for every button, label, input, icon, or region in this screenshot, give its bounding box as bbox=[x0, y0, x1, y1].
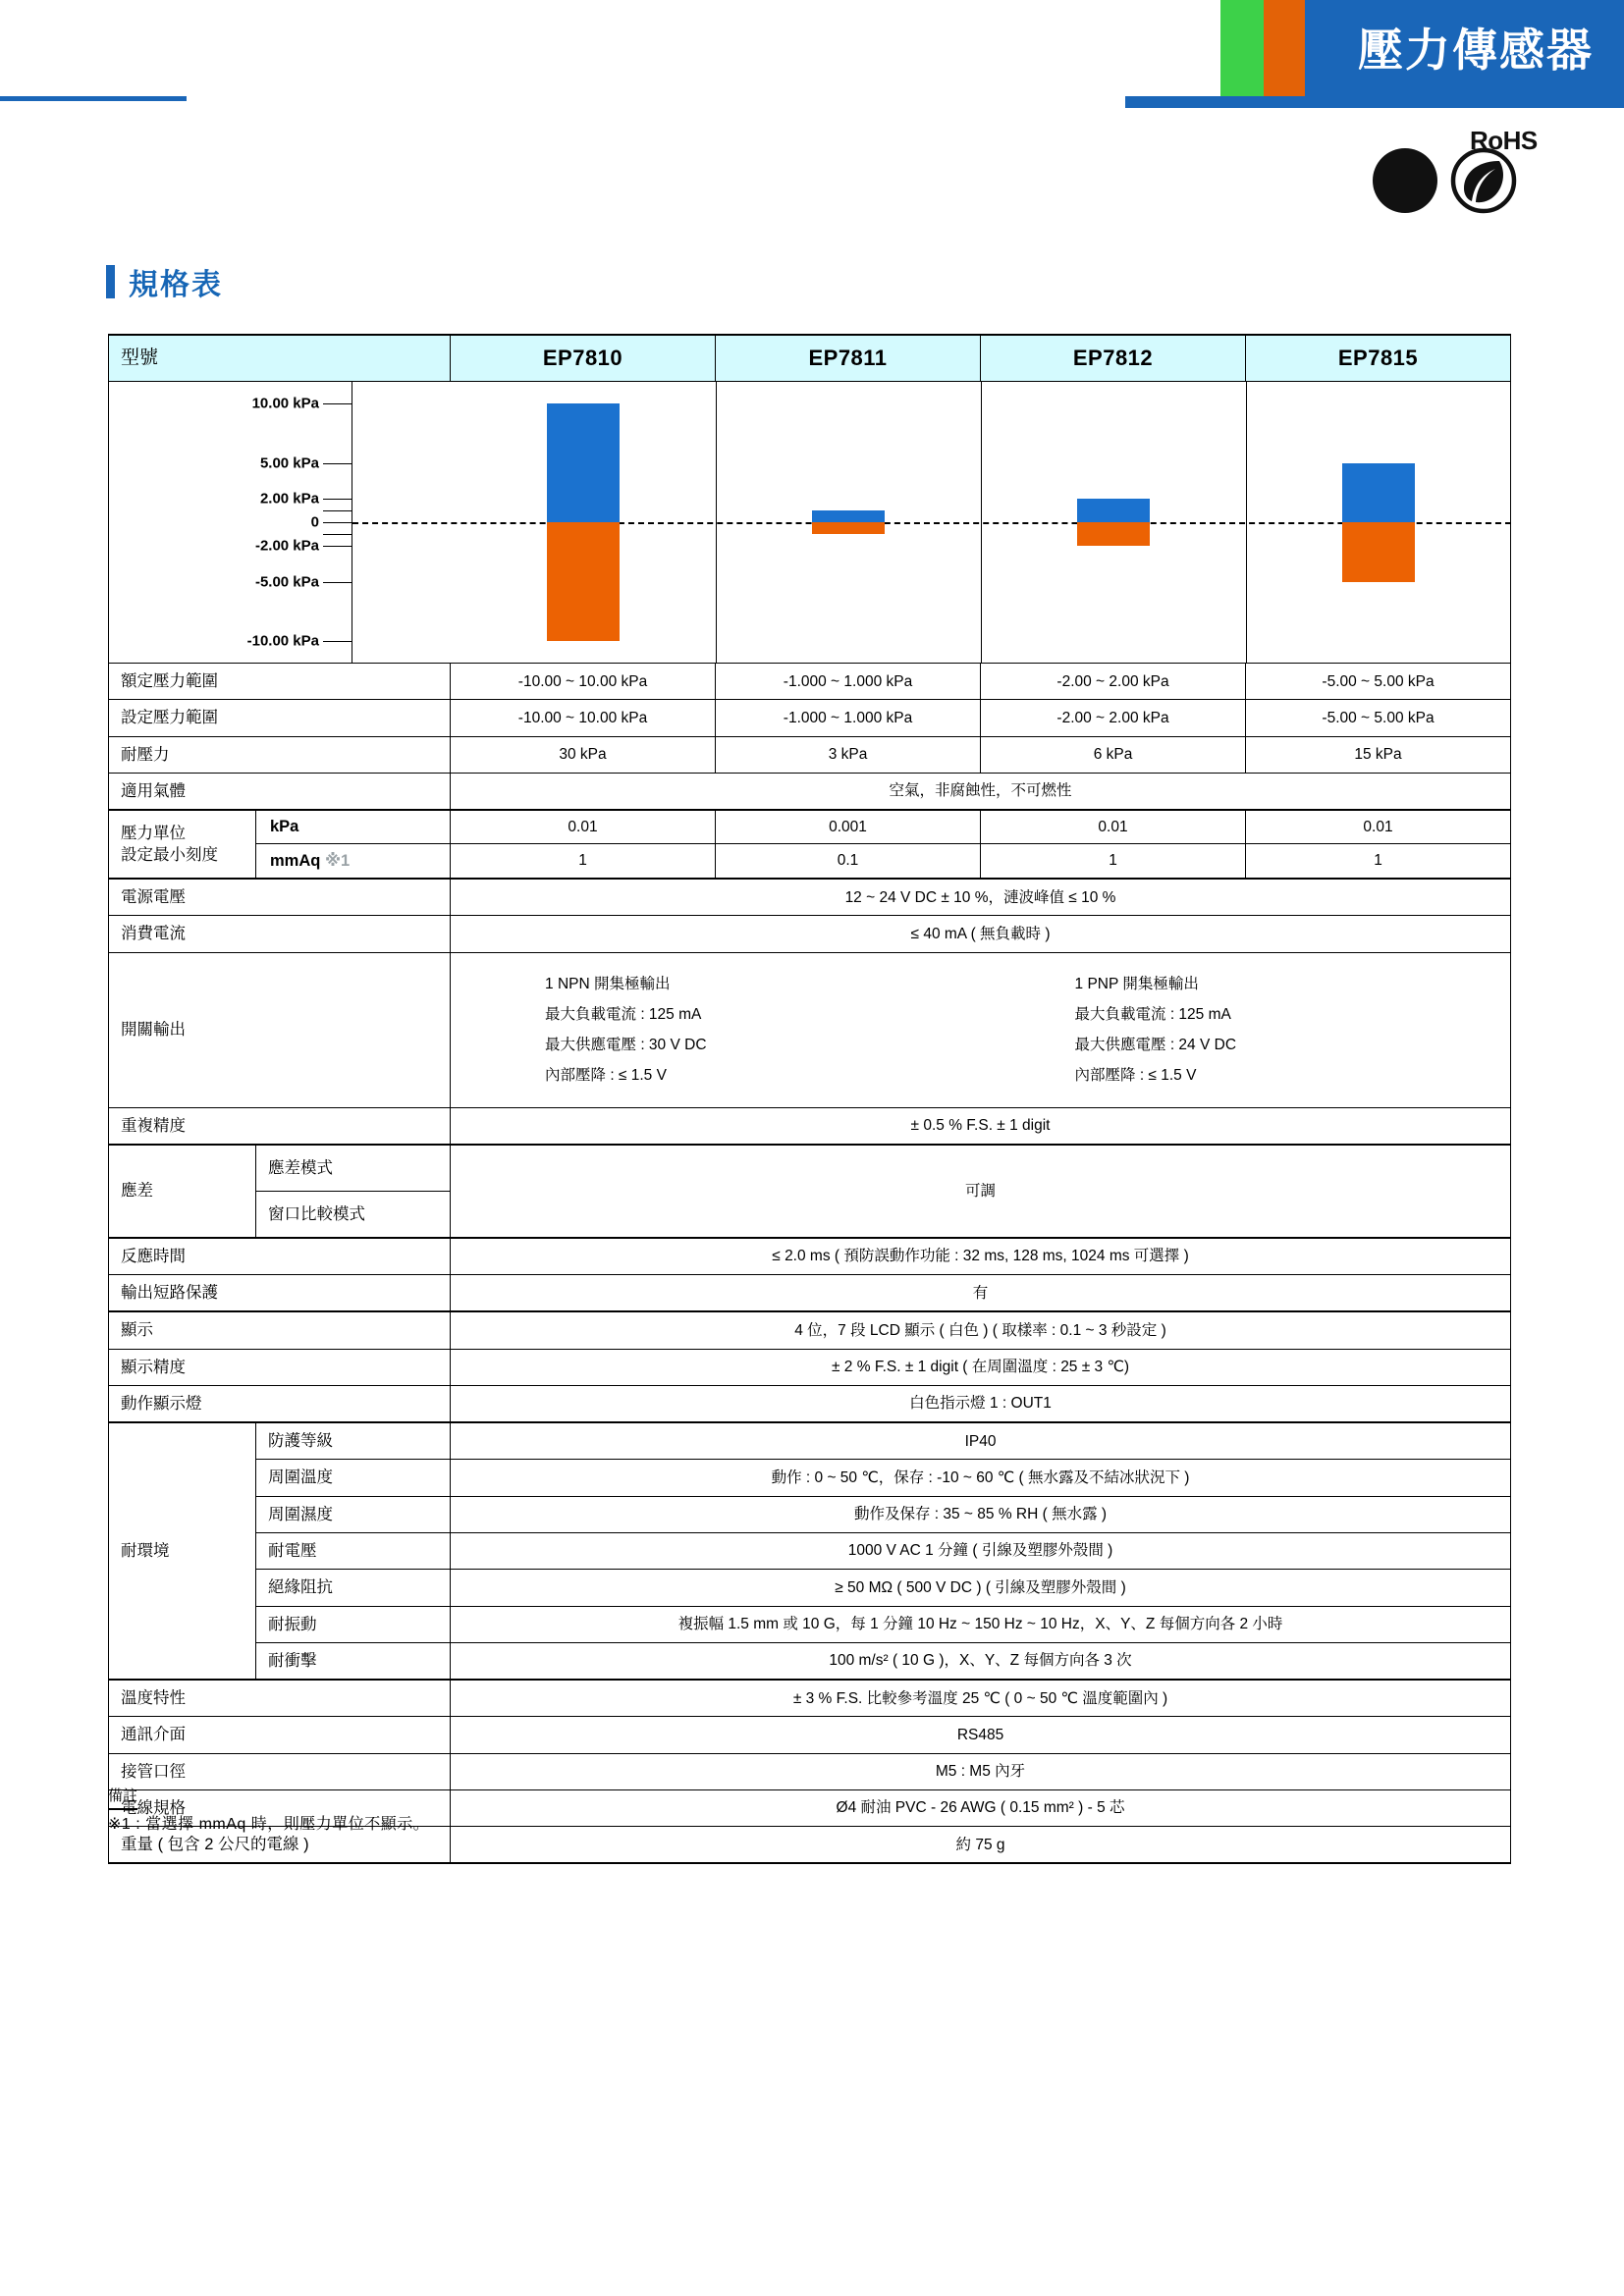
certification-marks bbox=[1370, 126, 1546, 214]
chart-tick-label-4: -2.00 kPa bbox=[254, 537, 319, 555]
row-label-supply: 電源電壓 bbox=[121, 888, 186, 907]
set-range-ep7812: -2.00 ~ 2.00 kPa bbox=[981, 700, 1246, 736]
short-protect-value: 有 bbox=[451, 1275, 1511, 1312]
gas-value: 空氣，非腐蝕性，不可燃性 bbox=[451, 773, 1511, 810]
proof-ep7810: 30 kPa bbox=[451, 736, 716, 773]
proof-ep7811: 3 kPa bbox=[716, 736, 981, 773]
set-range-ep7811: -1.000 ~ 1.000 kPa bbox=[716, 700, 981, 736]
env-value-4: ≥ 50 MΩ ( 500 V DC ) ( 引線及塑膠外殼間 ) bbox=[451, 1570, 1511, 1606]
sub-label-hysteresis-mode: 應差模式 bbox=[268, 1158, 333, 1177]
pnp-line-2: 最大負載電流 : 125 mA bbox=[1074, 1005, 1231, 1023]
row-label-comm: 通訊介面 bbox=[121, 1726, 186, 1744]
chart-tick-label-5: -5.00 kPa bbox=[254, 573, 319, 590]
chart-column-divider-1 bbox=[981, 382, 982, 663]
row-label-set-range: 設定壓力範圍 bbox=[121, 709, 218, 727]
footnote-body: ※1 : 當選擇 mmAq 時，則壓力單位不顯示。 bbox=[108, 1816, 430, 1834]
mmaq-ep7815: 1 bbox=[1246, 844, 1511, 880]
env-sub-label-4: 絕緣阻抗 bbox=[268, 1578, 333, 1597]
weight-value: 約 75 g bbox=[451, 1827, 1511, 1864]
table-header-row bbox=[109, 335, 1511, 382]
pnp-line-1: 1 PNP 開集極輸出 bbox=[1074, 975, 1199, 992]
display-value: 4 位，7 段 LCD 顯示 ( 白色 ) ( 取樣率 : 0.1 ~ 3 秒設定 ) bbox=[451, 1311, 1511, 1349]
banner-title: 壓力傳感器 bbox=[1358, 25, 1594, 76]
pnp-line-3: 最大供應電壓 : 24 V DC bbox=[1074, 1037, 1237, 1054]
table-row bbox=[109, 1238, 1511, 1275]
env-sub-label-6: 耐衝擊 bbox=[268, 1651, 317, 1670]
current-value: ≤ 40 mA ( 無負載時 ) bbox=[451, 916, 1511, 952]
npn-line-3: 最大供應電壓 : 30 V DC bbox=[545, 1037, 707, 1054]
chart-minor-tick-1 bbox=[323, 534, 352, 535]
row-label-gas: 適用氣體 bbox=[121, 781, 186, 800]
chart-bar-positive-ep7810 bbox=[547, 403, 620, 522]
pressure-range-chart-row bbox=[109, 382, 1511, 664]
row-label-cable: 電線規格 bbox=[121, 1798, 186, 1817]
unit-group-line1: 壓力單位 bbox=[121, 824, 186, 842]
mmaq-ep7812: 1 bbox=[981, 844, 1246, 880]
row-label-port: 接管口徑 bbox=[121, 1762, 186, 1781]
banner-orange-stripe bbox=[1264, 0, 1305, 96]
table-row bbox=[109, 810, 1511, 844]
chart-column-divider-2 bbox=[1246, 382, 1247, 663]
chart-bar-negative-ep7815 bbox=[1342, 522, 1415, 582]
sub-label-window-mode: 窗口比較模式 bbox=[268, 1204, 365, 1223]
table-row bbox=[109, 1460, 1511, 1496]
table-row bbox=[109, 1642, 1511, 1680]
row-label-environment: 耐環境 bbox=[121, 1541, 170, 1560]
table-row bbox=[109, 773, 1511, 810]
env-sub-label-3: 耐電壓 bbox=[268, 1541, 317, 1560]
table-row bbox=[109, 1107, 1511, 1145]
temp-char-value: ± 3 % F.S. 比較參考溫度 25 ℃ ( 0 ~ 50 ℃ 溫度範圍內 ) bbox=[451, 1680, 1511, 1717]
chart-tick-mark-6 bbox=[323, 641, 352, 642]
env-sub-label-2: 周圍濕度 bbox=[268, 1505, 333, 1523]
chart-zero-line bbox=[352, 522, 1511, 524]
table-row bbox=[109, 1717, 1511, 1753]
table-row bbox=[109, 1680, 1511, 1717]
table-row bbox=[109, 916, 1511, 952]
page-banner bbox=[0, 0, 1624, 108]
env-value-5: 複振幅 1.5 mm 或 10 G，每 1 分鐘 10 Hz ~ 150 Hz ~ 10 Hz，X、Y、Z 每個方向各 2 小時 bbox=[451, 1606, 1511, 1642]
hysteresis-value: 可調 bbox=[451, 1145, 1511, 1238]
kpa-ep7810: 0.01 bbox=[451, 810, 716, 844]
mmaq-footnote-mark: ※1 bbox=[324, 852, 351, 871]
npn-line-4: 內部壓降 : ≤ 1.5 V bbox=[545, 1067, 667, 1085]
unit-group-line2: 設定最小刻度 bbox=[121, 846, 218, 865]
table-row bbox=[109, 1349, 1511, 1385]
model-ep7810: EP7810 bbox=[451, 335, 716, 382]
proof-ep7812: 6 kPa bbox=[981, 736, 1246, 773]
footnote-heading: 備註 bbox=[108, 1785, 137, 1810]
table-row bbox=[109, 1532, 1511, 1569]
sub-label-kpa: kPa bbox=[270, 818, 299, 836]
header-rule-left bbox=[0, 96, 187, 101]
chart-tick-label-2: 2.00 kPa bbox=[259, 490, 319, 507]
port-value: M5 : M5 內牙 bbox=[451, 1753, 1511, 1789]
model-ep7815: EP7815 bbox=[1246, 335, 1511, 382]
specification-table bbox=[108, 334, 1511, 1864]
row-label-temp-char: 溫度特性 bbox=[121, 1689, 186, 1708]
chart-bar-positive-ep7812 bbox=[1077, 499, 1150, 522]
kpa-ep7812: 0.01 bbox=[981, 810, 1246, 844]
row-label-indicator: 動作顯示燈 bbox=[121, 1394, 202, 1413]
header-label: 型號 bbox=[121, 347, 159, 369]
kpa-ep7815: 0.01 bbox=[1246, 810, 1511, 844]
chart-tick-label-3: 0 bbox=[310, 513, 319, 531]
footnote-block bbox=[108, 1785, 429, 1838]
table-row bbox=[109, 1422, 1511, 1460]
pressure-range-chart bbox=[109, 382, 1510, 663]
row-label-switch-output: 開關輸出 bbox=[121, 1020, 186, 1039]
env-value-1: 動作 : 0 ~ 50 ℃，保存 : -10 ~ 60 ℃ ( 無水露及不結冰狀況下 ) bbox=[451, 1460, 1511, 1496]
switch-output-pnp bbox=[981, 969, 1511, 1092]
pnp-line-4: 內部壓降 : ≤ 1.5 V bbox=[1074, 1067, 1197, 1085]
env-sub-label-0: 防護等級 bbox=[268, 1432, 333, 1451]
chart-tick-label-1: 5.00 kPa bbox=[259, 454, 319, 471]
specification-table-container bbox=[108, 334, 1510, 1864]
chart-bar-ep7815 bbox=[1342, 382, 1415, 663]
row-label-current: 消費電流 bbox=[121, 925, 186, 943]
env-sub-label-5: 耐振動 bbox=[268, 1615, 317, 1633]
chart-tick-mark-1 bbox=[323, 463, 352, 464]
leaf-icon bbox=[1448, 147, 1519, 214]
row-label-rated-range: 額定壓力範圍 bbox=[121, 672, 218, 690]
rated-range-ep7810: -10.00 ~ 10.00 kPa bbox=[451, 664, 716, 700]
repeatability-value: ± 0.5 % F.S. ± 1 digit bbox=[451, 1107, 1511, 1145]
mmaq-text: mmAq bbox=[270, 852, 321, 871]
response-value: ≤ 2.0 ms ( 預防誤動作功能 : 32 ms, 128 ms, 1024 ms 可選擇 ) bbox=[451, 1238, 1511, 1275]
chart-bar-positive-ep7811 bbox=[812, 510, 885, 522]
env-value-3: 1000 V AC 1 分鐘 ( 引線及塑膠外殼間 ) bbox=[451, 1532, 1511, 1569]
mmaq-ep7810: 1 bbox=[451, 844, 716, 880]
chart-tick-mark-2 bbox=[323, 499, 352, 500]
table-row bbox=[109, 844, 1511, 880]
chart-tick-mark-4 bbox=[323, 546, 352, 547]
chart-bar-ep7811 bbox=[812, 382, 885, 663]
row-label-short-protect: 輸出短路保護 bbox=[121, 1284, 218, 1303]
section-heading bbox=[106, 260, 223, 303]
cable-value: Ø4 耐油 PVC - 26 AWG ( 0.15 mm² ) - 5 芯 bbox=[451, 1789, 1511, 1826]
row-label-repeatability: 重複精度 bbox=[121, 1116, 186, 1135]
switch-output-npn bbox=[451, 969, 981, 1092]
table-row bbox=[109, 952, 1511, 1107]
env-value-2: 動作及保存 : 35 ~ 85 % RH ( 無水露 ) bbox=[451, 1496, 1511, 1532]
mmaq-ep7811: 0.1 bbox=[716, 844, 981, 880]
chart-tick-mark-5 bbox=[323, 582, 352, 583]
ce-icon bbox=[1370, 147, 1440, 214]
chart-bar-ep7810 bbox=[547, 382, 620, 663]
table-row bbox=[109, 1311, 1511, 1349]
comm-value: RS485 bbox=[451, 1717, 1511, 1753]
chart-tick-mark-0 bbox=[323, 403, 352, 404]
chart-bar-negative-ep7812 bbox=[1077, 522, 1150, 546]
table-row bbox=[109, 700, 1511, 736]
row-label-display-accuracy: 顯示精度 bbox=[121, 1358, 186, 1376]
table-row bbox=[109, 664, 1511, 700]
row-label-response: 反應時間 bbox=[121, 1247, 186, 1265]
kpa-ep7811: 0.001 bbox=[716, 810, 981, 844]
chart-tick-label-6: -10.00 kPa bbox=[246, 632, 319, 650]
indicator-value: 白色指示燈 1 : OUT1 bbox=[451, 1385, 1511, 1422]
chart-y-axis bbox=[109, 382, 352, 663]
row-label-proof-pressure: 耐壓力 bbox=[121, 745, 170, 764]
rated-range-ep7812: -2.00 ~ 2.00 kPa bbox=[981, 664, 1246, 700]
npn-line-2: 最大負載電流 : 125 mA bbox=[545, 1005, 702, 1023]
table-row bbox=[109, 1570, 1511, 1606]
banner-green-stripe bbox=[1220, 0, 1264, 96]
chart-bar-negative-ep7811 bbox=[812, 522, 885, 534]
chart-bar-positive-ep7815 bbox=[1342, 463, 1415, 523]
chart-tick-label-0: 10.00 kPa bbox=[251, 395, 319, 412]
chart-minor-tick-0 bbox=[323, 510, 352, 511]
table-row bbox=[109, 879, 1511, 916]
npn-line-1: 1 NPN 開集極輸出 bbox=[545, 975, 671, 992]
set-range-ep7810: -10.00 ~ 10.00 kPa bbox=[451, 700, 716, 736]
set-range-ep7815: -5.00 ~ 5.00 kPa bbox=[1246, 700, 1511, 736]
section-title: 規格表 bbox=[129, 269, 223, 301]
rohs-label: RoHS bbox=[1470, 126, 1538, 155]
chart-bar-ep7812 bbox=[1077, 382, 1150, 663]
model-ep7812: EP7812 bbox=[981, 335, 1246, 382]
env-sub-label-1: 周圍溫度 bbox=[268, 1468, 333, 1487]
display-accuracy-value: ± 2 % F.S. ± 1 digit ( 在周圍溫度 : 25 ± 3 ℃) bbox=[451, 1349, 1511, 1385]
header-rule-right bbox=[1125, 96, 1624, 108]
env-value-6: 100 m/s² ( 10 G )，X、Y、Z 每個方向各 3 次 bbox=[451, 1642, 1511, 1680]
table-row bbox=[109, 736, 1511, 773]
supply-value: 12 ~ 24 V DC ± 10 %，漣波峰值 ≤ 10 % bbox=[451, 879, 1511, 916]
table-row bbox=[109, 1496, 1511, 1532]
proof-ep7815: 15 kPa bbox=[1246, 736, 1511, 773]
model-ep7811: EP7811 bbox=[716, 335, 981, 382]
chart-tick-mark-3 bbox=[323, 522, 352, 523]
row-label-display: 顯示 bbox=[121, 1321, 153, 1340]
row-label-unit-group bbox=[109, 816, 255, 874]
sub-label-mmaq bbox=[256, 844, 450, 878]
chart-bar-negative-ep7810 bbox=[547, 522, 620, 641]
env-value-0: IP40 bbox=[451, 1422, 1511, 1460]
row-label-weight: 重量 ( 包含 2 公尺的電線 ) bbox=[121, 1836, 309, 1854]
section-accent-bar bbox=[106, 265, 115, 298]
rated-range-ep7815: -5.00 ~ 5.00 kPa bbox=[1246, 664, 1511, 700]
table-row bbox=[109, 1145, 1511, 1192]
table-row bbox=[109, 1385, 1511, 1422]
table-row bbox=[109, 1606, 1511, 1642]
chart-column-divider-0 bbox=[716, 382, 717, 663]
table-row bbox=[109, 1275, 1511, 1312]
rated-range-ep7811: -1.000 ~ 1.000 kPa bbox=[716, 664, 981, 700]
row-label-hysteresis: 應差 bbox=[121, 1182, 153, 1201]
